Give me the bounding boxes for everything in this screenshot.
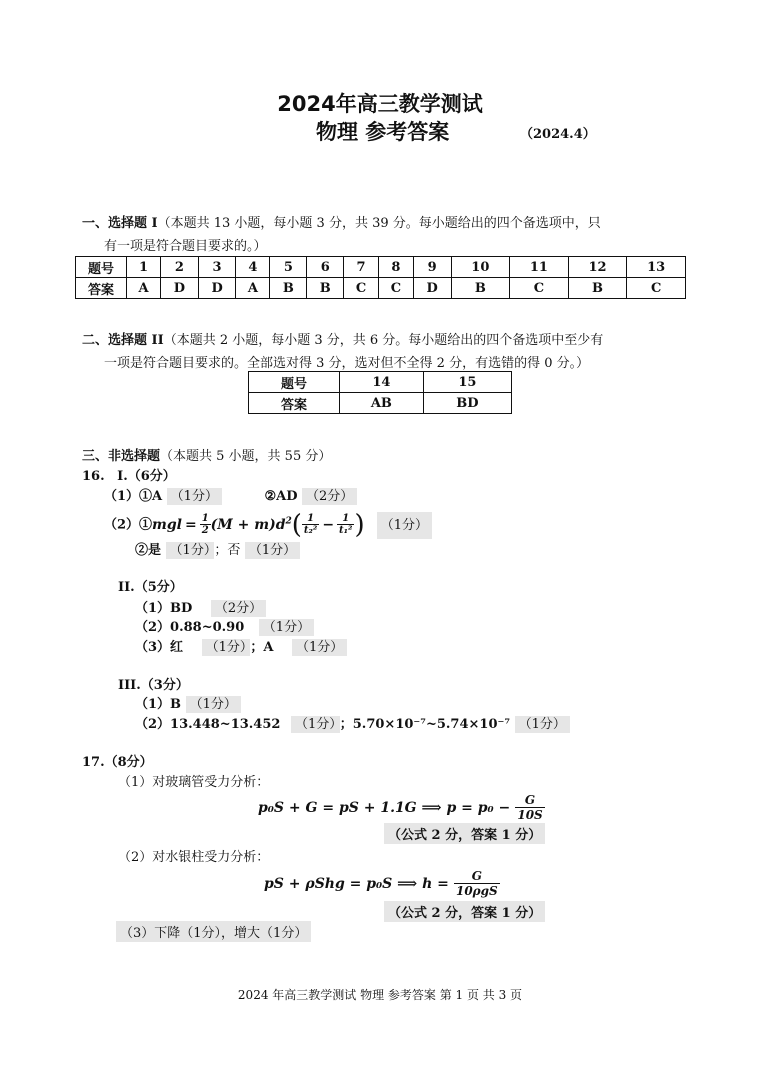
q17-step3: （3）下降（1分），增大（1分） [116,921,311,942]
question-number-cell: 15 [423,372,511,393]
q16-3-mid: ；否 [214,543,241,558]
q16-3-line [135,539,300,558]
q16-part1: I.（6分） [117,469,176,484]
points-tag: （1分） [259,619,314,636]
answer-cell: D [161,278,199,299]
answer-cell: C [510,278,569,299]
answer-cell: B [307,278,344,299]
q16-2-line [104,503,432,539]
q16-p2-2-answer: （2）0.88~0.90 [135,620,245,635]
section1-desc-line2: 有一项是符合题目要求的。） [104,239,267,254]
question-number-cell: 10 [451,257,510,278]
section2-heading: 二、选择题 II [82,333,164,348]
section3-heading: 三、非选择题 [82,449,161,464]
q17-equation2 [264,866,500,900]
answer-cell: D [413,278,451,299]
question-number-cell: 5 [270,257,307,278]
q17-equation1 [258,790,545,824]
points-tag: （1分） [515,716,570,733]
q17-step1: （1）对玻璃管受力分析： [118,775,270,790]
document-subtitle: 物理 参考答案 [316,120,450,144]
eq1-fraction [515,793,544,822]
section3-desc: （本题共 5 小题，共 55 分） [160,449,332,464]
eq-equals: = [184,516,197,533]
q16-p3-2-line [135,713,570,732]
question-number-cell: 11 [510,257,569,278]
question-number-cell: 2 [161,257,199,278]
eq-fraction-2 [337,513,354,536]
eq-fraction-1 [302,513,319,536]
frac-denominator: 2 [201,525,209,537]
frac-denominator: 10ρgS [455,884,498,898]
question-number-cell: 6 [307,257,344,278]
eq-paren-open: ( [291,509,302,540]
points-tag: （1分） [186,696,241,713]
section3-heading-line [82,445,331,464]
section1-heading-line [82,212,601,231]
q17-step2: （2）对水银柱受力分析： [118,850,270,865]
frac-numerator: G [515,793,544,808]
eq-paren-close: ) [354,509,365,540]
question-number-cell: 3 [198,257,236,278]
answer-cell: B [270,278,307,299]
points-tag: （2分） [302,488,357,505]
points-tag: （1分） [202,639,251,656]
question-number-cell: 1 [127,257,161,278]
section1-desc-line1: （本题共 13 小题，每小题 3 分，共 39 分。每小题给出的四个备选项中，只 [157,216,601,231]
q16-line [82,465,176,484]
q16-p2-2-line [135,616,314,635]
q16-3-answer: ②是 [135,543,162,558]
section2-desc-line2: 一项是符合题目要求的。全部选对得 3 分，选对但不全得 2 分，有选错的得 0 分。） [104,356,590,371]
q16-p2-1-line [135,597,266,616]
answer-cell: B [451,278,510,299]
row-label: 题号 [76,257,127,278]
q17-label: 17.（8分） [82,755,153,770]
page-footer: 2024 年高三教学测试 物理 参考答案 第 1 页 共 3 页 [237,988,523,1002]
eq2-left: pS + ρShg = p₀S ⟹ h = [264,876,449,892]
section2-answer-table [248,371,512,414]
points-tag: （1分） [377,512,432,539]
q16-part3: III.（3分） [118,678,189,693]
frac-denominator: 10S [517,808,543,822]
q16-p3-1-line [135,693,241,712]
answer-cell: C [378,278,413,299]
answer-cell: A [127,278,161,299]
answer-cell: B [568,278,627,299]
row-label: 答案 [249,393,340,414]
frac-numerator: 1 [302,513,319,525]
table-row [249,393,512,414]
answer-cell: A [236,278,270,299]
eq-left: mgl [152,516,182,533]
q16-p3-2-mid: ；5.70×10⁻⁷~5.74×10⁻⁷ [339,717,511,732]
q16-part2: II.（5分） [118,580,183,595]
section1-heading: 一、选择题 I [82,216,158,231]
points-tag: （1分） [292,639,347,656]
frac-numerator: G [454,869,500,884]
eq-mid: (M + m)d [210,516,286,533]
points-tag: （2分） [211,600,266,617]
frac-denominator: t₁² [339,525,353,537]
question-number-cell: 9 [413,257,451,278]
table-row [76,278,686,299]
points-tag: （1分） [245,542,300,559]
answer-cell: BD [423,393,511,414]
q16-1b-answer: ②AD [264,489,298,504]
q16-p2-3-line [135,636,347,655]
q16-2-equation [152,509,365,540]
q16-p2-3-answer: （3）红 [135,640,184,655]
points-tag: （1分） [166,542,215,559]
document-title: 2024年高三教学测试 [277,92,483,116]
points-tag: （1分） [291,716,340,733]
section2-desc-line1: （本题共 2 小题，每小题 3 分，共 6 分。每小题给出的四个备选项中至少有 [163,333,604,348]
points-tag: （公式 2 分，答案 1 分） [384,901,545,922]
eq2-fraction [454,869,500,898]
answer-cell: AB [340,393,424,414]
eq-fraction-half [200,513,211,536]
frac-numerator: 1 [337,513,354,525]
table-row [249,372,512,393]
points-tag: （1分） [167,488,222,505]
frac-denominator: t₂² [303,525,318,537]
q16-p3-2-answer: （2）13.448~13.452 [135,717,281,732]
frac-numerator: 1 [201,513,209,525]
eq-minus: − [322,516,335,533]
section2-heading-line [82,329,603,348]
points-tag: （公式 2 分，答案 1 分） [384,823,545,844]
question-number-cell: 4 [236,257,270,278]
answer-cell: C [627,278,686,299]
q16-1-answer: （1）①A [104,489,163,504]
question-number-cell: 13 [627,257,686,278]
section1-answer-table [75,256,686,299]
question-number-cell: 8 [378,257,413,278]
q16-label: 16. [82,469,105,484]
row-label: 题号 [249,372,340,393]
question-number-cell: 7 [344,257,379,278]
document-date: （2024.4） [520,127,596,142]
question-number-cell: 12 [568,257,627,278]
row-label: 答案 [76,278,127,299]
table-row [76,257,686,278]
answer-cell: C [344,278,379,299]
question-number-cell: 14 [340,372,424,393]
q16-2-prefix: （2）① [104,517,153,533]
answer-cell: D [198,278,236,299]
q16-p2-3-mid: ；A [250,640,274,655]
q16-p2-1-answer: （1）BD [135,601,193,616]
q16-1-line [104,485,357,504]
q16-p3-1-answer: （1）B [135,697,182,712]
eq-sup: 2 [285,516,292,526]
eq1-left: p₀S + G = pS + 1.1G ⟹ p = p₀ − [258,800,511,816]
